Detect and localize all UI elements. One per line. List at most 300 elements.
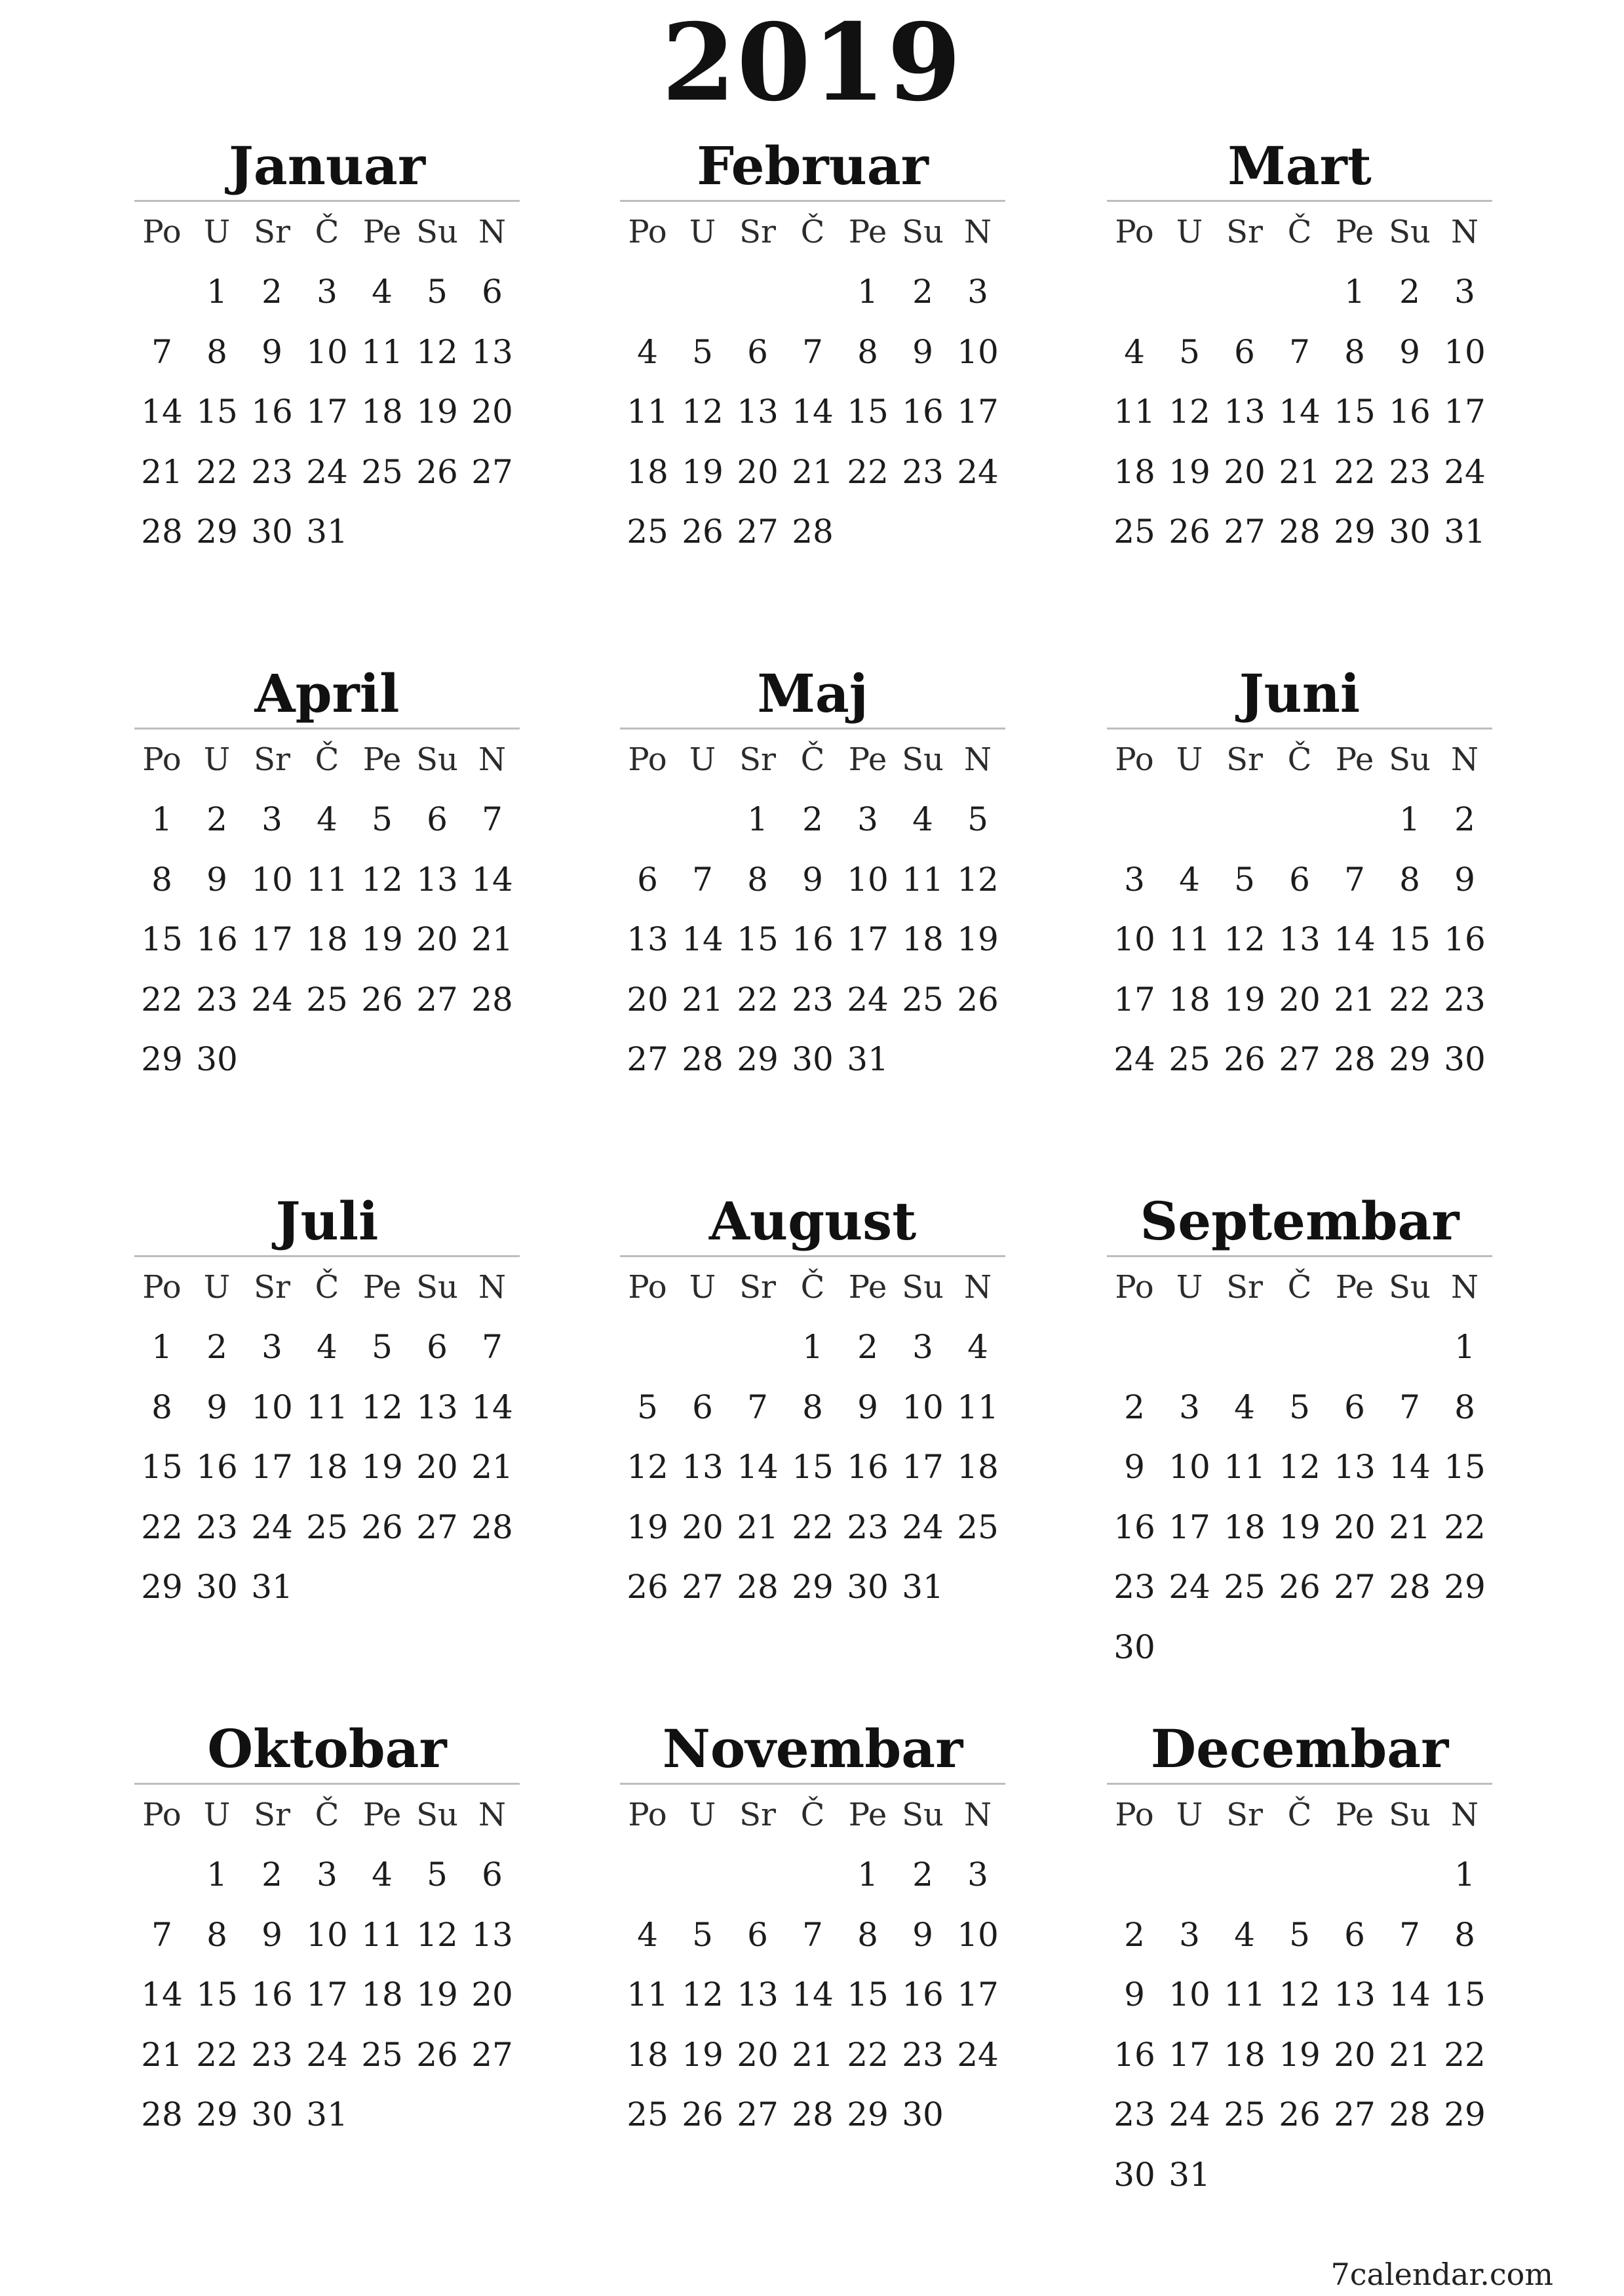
weekday-header: Su <box>902 1268 944 1306</box>
weekday-header: Sr <box>1226 213 1263 250</box>
day-cell: 25 <box>1224 1568 1266 1606</box>
day-cell: 1 <box>151 1328 172 1367</box>
day-cell: 4 <box>967 1328 988 1367</box>
day-cell: 17 <box>306 1975 348 2014</box>
empty-day-cell <box>785 1845 840 1905</box>
day-cell: 18 <box>627 2035 668 2074</box>
day-cell: 30 <box>251 513 293 551</box>
day-cell: 13 <box>1224 393 1266 431</box>
day-cell: 5 <box>1289 1915 1310 1954</box>
day-cell: 28 <box>792 2095 834 2134</box>
day-cell: 18 <box>1113 452 1155 491</box>
day-cell: 8 <box>747 860 768 899</box>
weekday-header: Po <box>628 741 667 778</box>
day-cell: 27 <box>1334 2095 1376 2134</box>
day-cell: 9 <box>261 332 282 371</box>
month-maj <box>620 660 1005 1089</box>
month-mart <box>1107 132 1492 562</box>
day-cell: 3 <box>1179 1388 1200 1426</box>
weekday-header: Sr <box>1226 1796 1263 1833</box>
day-cell: 15 <box>1334 393 1376 431</box>
day-cell: 31 <box>251 1568 293 1606</box>
days-grid <box>134 1257 520 1617</box>
day-cell: 22 <box>1389 980 1431 1019</box>
day-cell: 24 <box>902 1508 944 1546</box>
day-cell: 14 <box>1389 1448 1431 1487</box>
day-cell: 6 <box>747 1915 768 1954</box>
month-septembar <box>1107 1188 1492 1677</box>
weekday-header: Po <box>1115 1796 1154 1833</box>
weekday-header: Pe <box>362 741 402 778</box>
day-cell: 9 <box>802 860 823 899</box>
days-grid <box>1107 730 1492 1089</box>
day-cell: 21 <box>792 2035 834 2074</box>
day-cell: 31 <box>306 513 348 551</box>
day-cell: 29 <box>196 2095 238 2134</box>
weekday-header: U <box>689 213 716 250</box>
day-cell: 19 <box>1279 2035 1321 2074</box>
day-cell: 1 <box>857 1856 878 1894</box>
day-cell: 19 <box>361 920 403 959</box>
month-novembar <box>620 1715 1005 2145</box>
day-cell: 14 <box>792 393 834 431</box>
day-cell: 16 <box>902 393 944 431</box>
day-cell: 22 <box>1444 1508 1486 1546</box>
empty-day-cell <box>675 1845 730 1905</box>
day-cell: 5 <box>637 1388 658 1426</box>
day-cell: 29 <box>196 513 238 551</box>
day-cell: 17 <box>1113 980 1155 1019</box>
day-cell: 19 <box>957 920 999 959</box>
day-cell: 12 <box>682 393 724 431</box>
day-cell: 17 <box>251 920 293 959</box>
weekday-header: N <box>478 741 506 778</box>
day-cell: 2 <box>912 273 933 311</box>
day-cell: 9 <box>1454 860 1475 899</box>
day-cell: 28 <box>1334 1040 1376 1079</box>
day-cell: 17 <box>902 1448 944 1487</box>
weekday-header: Sr <box>739 213 776 250</box>
day-cell: 7 <box>482 800 503 839</box>
days-grid <box>134 730 520 1089</box>
day-cell: 1 <box>151 800 172 839</box>
day-cell: 23 <box>196 1508 238 1546</box>
weekday-header: Pe <box>1335 741 1374 778</box>
weekday-header: Pe <box>362 1268 402 1306</box>
day-cell: 8 <box>1399 860 1420 899</box>
day-cell: 11 <box>627 1975 668 2014</box>
day-cell: 9 <box>1399 332 1420 371</box>
day-cell: 24 <box>1169 2095 1210 2134</box>
day-cell: 25 <box>361 452 403 491</box>
day-cell: 10 <box>251 860 293 899</box>
day-cell: 24 <box>957 452 999 491</box>
day-cell: 4 <box>637 1915 658 1954</box>
day-cell: 12 <box>361 1388 403 1426</box>
day-cell: 11 <box>1113 393 1155 431</box>
day-cell: 13 <box>737 393 779 431</box>
day-cell: 8 <box>206 332 227 371</box>
day-cell: 23 <box>792 980 834 1019</box>
empty-day-cell <box>730 1845 785 1905</box>
day-cell: 27 <box>737 513 779 551</box>
day-cell: 28 <box>737 1568 779 1606</box>
day-cell: 10 <box>1113 920 1155 959</box>
empty-day-cell <box>675 1317 730 1378</box>
day-cell: 18 <box>627 452 668 491</box>
day-cell: 23 <box>196 980 238 1019</box>
day-cell: 28 <box>141 2095 183 2134</box>
day-cell: 8 <box>1454 1915 1475 1954</box>
day-cell: 25 <box>627 2095 668 2134</box>
day-cell: 22 <box>792 1508 834 1546</box>
month-april <box>134 660 520 1089</box>
empty-day-cell <box>730 1317 785 1378</box>
day-cell: 8 <box>151 1388 172 1426</box>
day-cell: 27 <box>416 980 458 1019</box>
day-cell: 19 <box>1224 980 1266 1019</box>
empty-day-cell <box>1107 1317 1162 1378</box>
weekday-header: Su <box>902 1796 944 1833</box>
day-cell: 13 <box>682 1448 724 1487</box>
day-cell: 18 <box>902 920 944 959</box>
day-cell: 25 <box>306 1508 348 1546</box>
day-cell: 5 <box>372 800 393 839</box>
day-cell: 2 <box>206 1328 227 1367</box>
day-cell: 19 <box>1279 1508 1321 1546</box>
day-cell: 14 <box>1389 1975 1431 2014</box>
day-cell: 17 <box>957 393 999 431</box>
weekday-header: Sr <box>1226 741 1263 778</box>
empty-day-cell <box>620 1845 675 1905</box>
day-cell: 15 <box>141 920 183 959</box>
day-cell: 10 <box>1444 332 1486 371</box>
day-cell: 16 <box>196 920 238 959</box>
day-cell: 14 <box>737 1448 779 1487</box>
day-cell: 22 <box>847 452 889 491</box>
day-cell: 10 <box>306 332 348 371</box>
day-cell: 28 <box>471 1508 513 1546</box>
day-cell: 18 <box>361 393 403 431</box>
empty-day-cell <box>1162 1845 1217 1905</box>
empty-day-cell <box>675 262 730 322</box>
day-cell: 4 <box>317 800 338 839</box>
day-cell: 2 <box>1454 800 1475 839</box>
day-cell: 18 <box>306 920 348 959</box>
day-cell: 28 <box>682 1040 724 1079</box>
month-name: Septembar <box>1107 1188 1492 1257</box>
day-cell: 3 <box>967 1856 988 1894</box>
day-cell: 29 <box>737 1040 779 1079</box>
weekday-header: Sr <box>739 741 776 778</box>
day-cell: 9 <box>912 1915 933 1954</box>
day-cell: 3 <box>261 1328 282 1367</box>
day-cell: 9 <box>912 332 933 371</box>
day-cell: 25 <box>1224 2095 1266 2134</box>
day-cell: 28 <box>141 513 183 551</box>
day-cell: 19 <box>1169 452 1210 491</box>
day-cell: 22 <box>1334 452 1376 491</box>
day-cell: 8 <box>206 1915 227 1954</box>
day-cell: 12 <box>361 860 403 899</box>
day-cell: 16 <box>251 393 293 431</box>
day-cell: 13 <box>737 1975 779 2014</box>
day-cell: 1 <box>802 1328 823 1367</box>
day-cell: 28 <box>471 980 513 1019</box>
weekday-header: Su <box>416 213 458 250</box>
day-cell: 25 <box>957 1508 999 1546</box>
weekday-header: N <box>1451 741 1479 778</box>
weekday-header: Su <box>1389 741 1431 778</box>
day-cell: 30 <box>847 1568 889 1606</box>
day-cell: 11 <box>306 860 348 899</box>
day-cell: 30 <box>1113 2155 1155 2194</box>
day-cell: 25 <box>1113 513 1155 551</box>
empty-day-cell <box>1327 790 1382 850</box>
empty-day-cell <box>134 262 189 322</box>
day-cell: 24 <box>306 452 348 491</box>
month-name: Oktobar <box>134 1715 520 1785</box>
day-cell: 19 <box>682 2035 724 2074</box>
day-cell: 5 <box>1289 1388 1310 1426</box>
day-cell: 7 <box>1289 332 1310 371</box>
empty-day-cell <box>675 790 730 850</box>
day-cell: 20 <box>627 980 668 1019</box>
day-cell: 11 <box>361 332 403 371</box>
day-cell: 15 <box>196 393 238 431</box>
weekday-header: U <box>203 1796 231 1833</box>
day-cell: 26 <box>1224 1040 1266 1079</box>
day-cell: 1 <box>1399 800 1420 839</box>
day-cell: 30 <box>196 1040 238 1079</box>
weekday-header: Po <box>628 1796 667 1833</box>
weekday-header: Po <box>1115 213 1154 250</box>
empty-day-cell <box>1272 1845 1327 1905</box>
weekday-header: U <box>1176 1268 1203 1306</box>
day-cell: 17 <box>306 393 348 431</box>
day-cell: 17 <box>957 1975 999 2014</box>
day-cell: 30 <box>1113 1627 1155 1666</box>
day-cell: 30 <box>1444 1040 1486 1079</box>
day-cell: 23 <box>1444 980 1486 1019</box>
weekday-header: Pe <box>1335 213 1374 250</box>
day-cell: 9 <box>1124 1975 1145 2014</box>
day-cell: 18 <box>361 1975 403 2014</box>
day-cell: 8 <box>857 332 878 371</box>
weekday-header: Č <box>315 1268 339 1306</box>
day-cell: 13 <box>471 332 513 371</box>
empty-day-cell <box>1162 262 1217 322</box>
weekday-header: Po <box>142 213 182 250</box>
days-grid <box>1107 202 1492 562</box>
weekday-header: Su <box>1389 213 1431 250</box>
day-cell: 5 <box>692 332 713 371</box>
weekday-header: Sr <box>254 213 290 250</box>
day-cell: 4 <box>637 332 658 371</box>
day-cell: 22 <box>196 452 238 491</box>
weekday-header: N <box>478 213 506 250</box>
empty-day-cell <box>1217 1845 1272 1905</box>
weekday-header: N <box>1451 1796 1479 1833</box>
day-cell: 10 <box>957 332 999 371</box>
day-cell: 6 <box>1289 860 1310 899</box>
weekday-header: Pe <box>1335 1268 1374 1306</box>
weekday-header: N <box>478 1796 506 1833</box>
page-title: 2019 <box>661 1 963 125</box>
weekday-header: Č <box>315 1796 339 1833</box>
day-cell: 20 <box>471 393 513 431</box>
day-cell: 14 <box>792 1975 834 2014</box>
month-oktobar <box>134 1715 520 2145</box>
weekday-header: Č <box>800 213 825 250</box>
day-cell: 31 <box>306 2095 348 2134</box>
day-cell: 5 <box>372 1328 393 1367</box>
day-cell: 2 <box>912 1856 933 1894</box>
day-cell: 4 <box>372 273 393 311</box>
weekday-header: Su <box>416 1268 458 1306</box>
day-cell: 25 <box>902 980 944 1019</box>
day-cell: 15 <box>196 1975 238 2014</box>
day-cell: 7 <box>1344 860 1365 899</box>
weekday-header: Sr <box>254 741 290 778</box>
day-cell: 11 <box>361 1915 403 1954</box>
empty-day-cell <box>1162 1317 1217 1378</box>
day-cell: 14 <box>1279 393 1321 431</box>
day-cell: 22 <box>196 2035 238 2074</box>
weekday-header: Č <box>800 741 825 778</box>
weekday-header: U <box>203 213 231 250</box>
day-cell: 28 <box>792 513 834 551</box>
day-cell: 21 <box>1279 452 1321 491</box>
day-cell: 13 <box>471 1915 513 1954</box>
empty-day-cell <box>1217 790 1272 850</box>
day-cell: 14 <box>141 1975 183 2014</box>
month-juni <box>1107 660 1492 1089</box>
month-name: Maj <box>620 660 1005 730</box>
day-cell: 29 <box>792 1568 834 1606</box>
weekday-header: Sr <box>739 1796 776 1833</box>
day-cell: 26 <box>416 2035 458 2074</box>
day-cell: 5 <box>1179 332 1200 371</box>
day-cell: 1 <box>1344 273 1365 311</box>
day-cell: 13 <box>627 920 668 959</box>
day-cell: 24 <box>1444 452 1486 491</box>
day-cell: 23 <box>1113 1568 1155 1606</box>
day-cell: 25 <box>361 2035 403 2074</box>
weekday-header: U <box>1176 1796 1203 1833</box>
day-cell: 8 <box>857 1915 878 1954</box>
day-cell: 26 <box>1279 1568 1321 1606</box>
weekday-header: Su <box>1389 1796 1431 1833</box>
day-cell: 3 <box>912 1328 933 1367</box>
day-cell: 14 <box>471 1388 513 1426</box>
weekday-header: Su <box>416 1796 458 1833</box>
day-cell: 29 <box>847 2095 889 2134</box>
day-cell: 12 <box>957 860 999 899</box>
day-cell: 21 <box>471 1448 513 1487</box>
day-cell: 2 <box>857 1328 878 1367</box>
day-cell: 15 <box>1444 1448 1486 1487</box>
weekday-header: Po <box>142 1268 182 1306</box>
weekday-header: Sr <box>254 1268 290 1306</box>
empty-day-cell <box>785 262 840 322</box>
day-cell: 20 <box>682 1508 724 1546</box>
day-cell: 2 <box>1399 273 1420 311</box>
weekday-header: Č <box>1287 1268 1312 1306</box>
day-cell: 13 <box>416 1388 458 1426</box>
day-cell: 8 <box>1344 332 1365 371</box>
day-cell: 6 <box>692 1388 713 1426</box>
month-name: Decembar <box>1107 1715 1492 1785</box>
day-cell: 7 <box>482 1328 503 1367</box>
weekday-header: Su <box>902 741 944 778</box>
day-cell: 28 <box>1389 2095 1431 2134</box>
empty-day-cell <box>1217 262 1272 322</box>
day-cell: 7 <box>747 1388 768 1426</box>
day-cell: 11 <box>1169 920 1210 959</box>
day-cell: 21 <box>141 2035 183 2074</box>
day-cell: 1 <box>747 800 768 839</box>
day-cell: 10 <box>251 1388 293 1426</box>
empty-day-cell <box>620 262 675 322</box>
day-cell: 26 <box>361 980 403 1019</box>
day-cell: 3 <box>1454 273 1475 311</box>
empty-day-cell <box>1107 790 1162 850</box>
day-cell: 9 <box>206 1388 227 1426</box>
day-cell: 4 <box>912 800 933 839</box>
weekday-header: Pe <box>362 1796 402 1833</box>
weekday-header: Po <box>628 1268 667 1306</box>
empty-day-cell <box>1217 1317 1272 1378</box>
day-cell: 14 <box>1334 920 1376 959</box>
weekday-header: N <box>964 1796 992 1833</box>
empty-day-cell <box>1107 1845 1162 1905</box>
day-cell: 16 <box>1389 393 1431 431</box>
day-cell: 15 <box>737 920 779 959</box>
day-cell: 23 <box>1113 2095 1155 2134</box>
day-cell: 20 <box>1334 2035 1376 2074</box>
day-cell: 26 <box>416 452 458 491</box>
weekday-header: Po <box>142 741 182 778</box>
day-cell: 27 <box>1224 513 1266 551</box>
day-cell: 4 <box>317 1328 338 1367</box>
day-cell: 7 <box>802 1915 823 1954</box>
month-januar <box>134 132 520 562</box>
weekday-header: Po <box>628 213 667 250</box>
month-name: Juli <box>134 1188 520 1257</box>
day-cell: 19 <box>627 1508 668 1546</box>
day-cell: 1 <box>857 273 878 311</box>
empty-day-cell <box>134 1845 189 1905</box>
day-cell: 6 <box>482 273 503 311</box>
day-cell: 17 <box>1444 393 1486 431</box>
weekday-header: Č <box>315 741 339 778</box>
month-august <box>620 1188 1005 1617</box>
weekday-header: Su <box>416 741 458 778</box>
day-cell: 20 <box>416 920 458 959</box>
empty-day-cell <box>1382 1317 1437 1378</box>
day-cell: 16 <box>1113 2035 1155 2074</box>
weekday-header: N <box>1451 1268 1479 1306</box>
day-cell: 4 <box>372 1856 393 1894</box>
day-cell: 21 <box>792 452 834 491</box>
day-cell: 20 <box>416 1448 458 1487</box>
day-cell: 25 <box>627 513 668 551</box>
day-cell: 3 <box>261 800 282 839</box>
weekday-header: Pe <box>1335 1796 1374 1833</box>
day-cell: 22 <box>141 980 183 1019</box>
day-cell: 2 <box>261 273 282 311</box>
